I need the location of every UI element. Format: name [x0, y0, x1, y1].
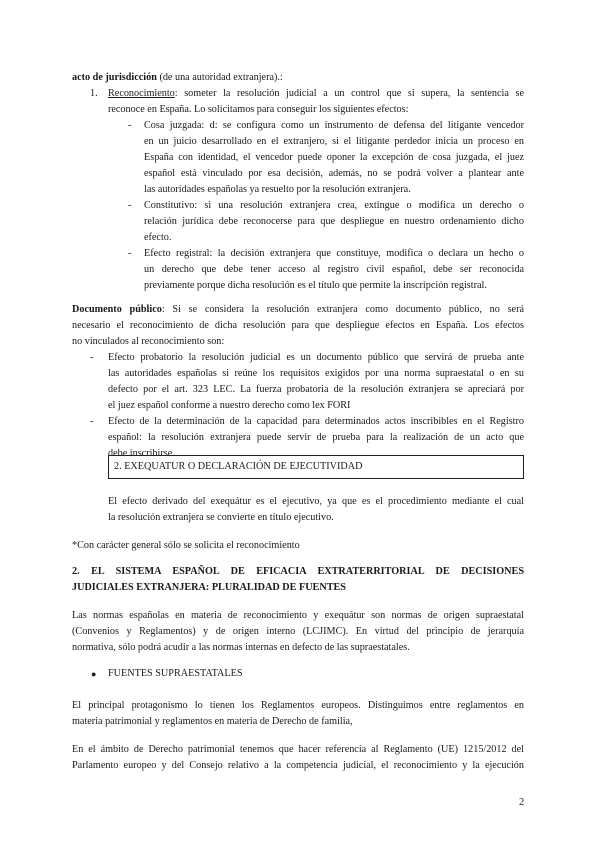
- text-line: Efecto de la determinación de la capacidad para determinados actos inscribibles en el Registro: [108, 416, 524, 427]
- documento-publico-bold: Documento público: [72, 304, 162, 315]
- text-line: español: la resolución extranjera puede servir de prueba para la realización de un acto que: [108, 432, 524, 443]
- general-note: *Con carácter general sólo se solicita el reconocimiento: [72, 540, 300, 551]
- doc-effect-marker-2: -: [90, 416, 94, 427]
- text-line: Constitutivo: si una resolución extranjera crea, extingue o modifica un derecho o: [144, 200, 524, 211]
- exequatur-title-box: 2. EXEQUATUR O DECLARACIÓN DE EJECUTIVIDAD: [108, 455, 524, 479]
- text-line: un derecho que debe tener acceso al registro civil español, debe ser reconocida: [144, 264, 524, 275]
- fuentes-label: FUENTES SUPRAESTATALES: [108, 668, 243, 679]
- heading-line: JUDICIALES EXTRANJERA: PLURALIDAD DE FUENTES: [72, 582, 346, 593]
- text-line: Las normas españolas en materia de reconocimiento y exequátur son normas de origen supraestatal: [72, 610, 524, 621]
- sub-effect-registral: [144, 246, 524, 294]
- patrimonial-paragraph: [72, 742, 524, 774]
- intro-line: [72, 70, 524, 86]
- text-line: no vinculados al reconocimiento son:: [72, 336, 225, 347]
- text-line: defecto por el art. 323 LEC. La fuerza probatoria de la resolución extranjera se apreciará por: [108, 384, 524, 395]
- page-number: 2: [519, 797, 525, 808]
- item1-line2: reconoce en España. Lo solicitamos para conseguir los siguientes efectos:: [108, 104, 409, 115]
- exequatur-paragraph: [108, 494, 524, 526]
- text-line: En el ámbito de Derecho patrimonial tenemos que hacer referencia al Reglamento (UE) 1215/2012 del: [72, 744, 524, 755]
- text-line: necesario el reconocimiento de dicha resolución para que despliegue efectos en España. Los efectos: [72, 320, 524, 331]
- sub-effect-marker-3: -: [128, 248, 132, 259]
- documento-publico-rest: : Si se considera la resolución extranjera como documento público, no será: [161, 304, 524, 315]
- sub-effect-constitutivo: [144, 198, 524, 246]
- text-line: Efecto registral: la decisión extranjera que constituye, modifica o declara un hecho o: [144, 248, 524, 259]
- text-line: normativa, sólo podrá acudir a las normas internas en defecto de las supraestatales.: [72, 642, 410, 653]
- text-line: El efecto derivado del exequátur es el ejecutivo, ya que es el procedimiento mediante el cual: [108, 496, 524, 507]
- item1-underlined: Reconocimiento: [108, 88, 175, 99]
- normas-paragraph: [72, 608, 524, 656]
- text-line: el juez español conforme a nuestro derecho como lex FORI: [108, 400, 351, 411]
- text-line: El principal protagonismo lo tienen los Reglamentos europeos. Distinguimos entre reglamentos en: [72, 700, 524, 711]
- item1-text: [108, 86, 524, 118]
- text-line: en un juicio desarrollado en el extranjero, si el litigante perdedor inicia un proceso en: [144, 136, 524, 147]
- intro-bold: acto de jurisdicción: [72, 72, 157, 83]
- documento-publico-paragraph: [72, 302, 524, 350]
- text-line: Cosa juzgada: d: se configura como un instrumento de defensa del litigante vencedor: [144, 120, 524, 131]
- item1-number: 1.: [90, 88, 98, 99]
- text-line: efecto.: [144, 232, 172, 243]
- text-line: Efecto probatorio la resolución judicial es un documento público que servirá de prueba ante: [108, 352, 524, 363]
- reglamentos-paragraph: [72, 698, 524, 730]
- section-heading: [72, 564, 524, 596]
- sub-effect-marker-1: -: [128, 120, 132, 131]
- doc-effect-marker-1: -: [90, 352, 94, 363]
- doc-effect-probatorio: [108, 350, 524, 414]
- sub-effect-cosa-juzgada: [144, 118, 524, 198]
- text-line: Parlamento europeo y del Consejo relativo a la competencia judicial, el reconocimiento y la ejecución: [72, 760, 524, 771]
- text-line: la resolución extranjera se convierte en título ejecutivo.: [108, 512, 334, 523]
- item1-line1-rest: : someter la resolución judicial a un control que si supera, la sentencia se: [174, 88, 524, 99]
- text-line: las autoridades españolas ya resuelto por la resolución extranjera.: [144, 184, 411, 195]
- text-line: relación jurídica debe reconocerse para que despliegue en nuestro ordenamiento dicho: [144, 216, 524, 227]
- text-line: materia patrimonial y reglamentos en materia de Derecho de familia,: [72, 716, 353, 727]
- bullet-icon: ●: [91, 669, 97, 679]
- text-line: (Convenios y Reglamentos) y de origen interno (LCJIMC). En virtud del principio de jerarquía: [72, 626, 524, 637]
- text-line: España con identidad, el vencedor puede oponer la excepción de cosa juzgada, el juez: [144, 152, 524, 163]
- text-line: debe inscribirse.: [108, 448, 175, 459]
- text-line: español está vinculado por esa decisión, además, no se podrá volver a plantear ante: [144, 168, 524, 179]
- sub-effect-marker-2: -: [128, 200, 132, 211]
- intro-rest: (de una autoridad extranjera).:: [156, 72, 283, 83]
- text-line: previamente porque dicha resolución es el título que permite la inscripción registral.: [144, 280, 487, 291]
- heading-line: 2. EL SISTEMA ESPAÑOL DE EFICACIA EXTRATERRITORIAL DE DECISIONES: [72, 566, 524, 577]
- text-line: las autoridades españolas si reúne los requisitos exigidos por una norma supraestatal o en su: [108, 368, 524, 379]
